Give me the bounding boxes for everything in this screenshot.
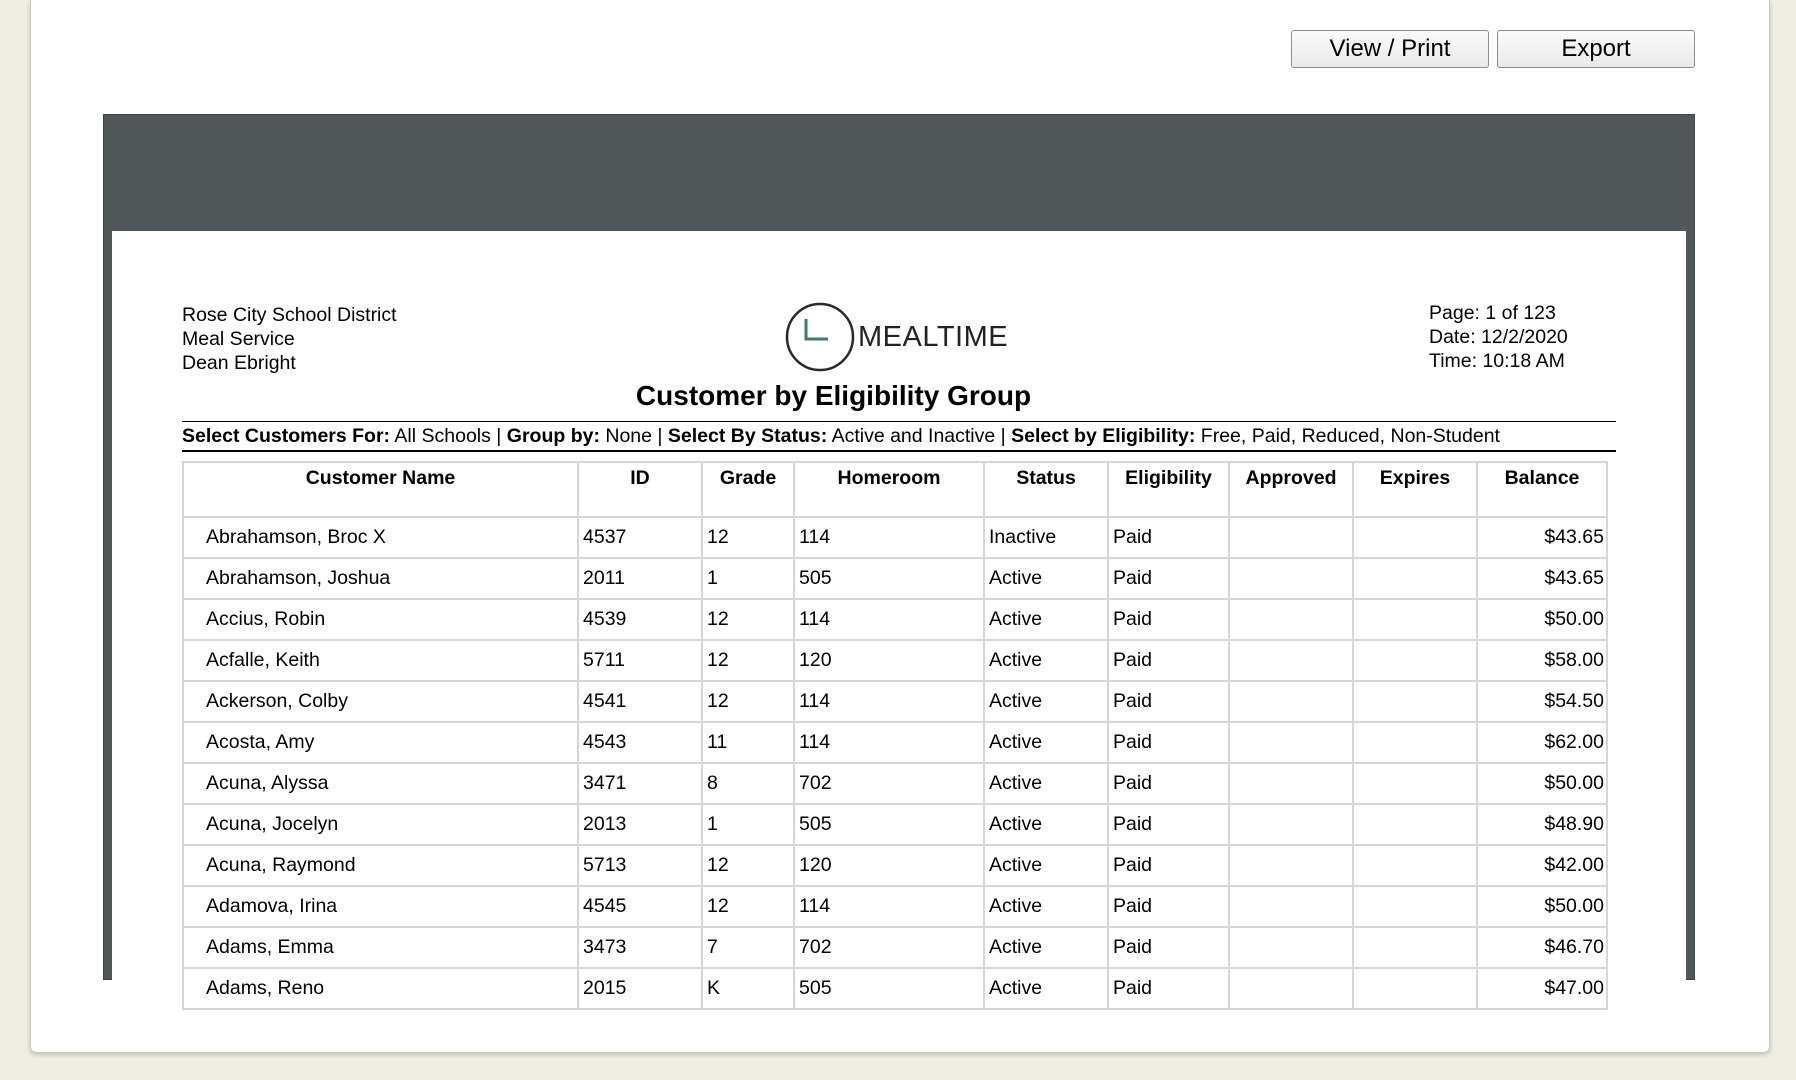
cell-approved (1229, 845, 1353, 886)
cell-balance: $50.00 (1477, 886, 1607, 927)
cell-homeroom: 114 (794, 599, 984, 640)
user-name: Dean Ebright (182, 352, 296, 374)
filter-status-label: Select By Status: (667, 425, 828, 447)
table-row (183, 599, 1607, 640)
cell-status: Active (984, 599, 1108, 640)
cell-grade: 8 (702, 763, 794, 804)
column-header: Approved (1229, 462, 1353, 517)
cell-grade: 12 (702, 886, 794, 927)
column-header: Grade (702, 462, 794, 517)
cell-eligibility: Paid (1108, 558, 1229, 599)
cell-approved (1229, 517, 1353, 558)
table-row (183, 681, 1607, 722)
cell-eligibility: Paid (1108, 722, 1229, 763)
cell-customer-name: Accius, Robin (183, 599, 578, 640)
cell-status: Active (984, 763, 1108, 804)
cell-id: 4539 (578, 599, 702, 640)
column-header: Customer Name (183, 462, 578, 517)
filter-summary (182, 421, 1616, 452)
cell-customer-name: Abrahamson, Joshua (183, 558, 578, 599)
cell-approved (1229, 722, 1353, 763)
cell-customer-name: Acuna, Alyssa (183, 763, 578, 804)
cell-eligibility: Paid (1108, 763, 1229, 804)
cell-homeroom: 505 (794, 558, 984, 599)
cell-expires (1353, 927, 1477, 968)
cell-homeroom: 702 (794, 763, 984, 804)
report-page (112, 231, 1686, 1031)
cell-grade: 7 (702, 927, 794, 968)
report-title: Customer by Eligibility Group (635, 380, 1032, 411)
cell-homeroom: 114 (794, 517, 984, 558)
table-row (183, 804, 1607, 845)
cell-eligibility: Paid (1108, 640, 1229, 681)
cell-expires (1353, 558, 1477, 599)
cell-id: 2011 (578, 558, 702, 599)
cell-balance: $62.00 (1477, 722, 1607, 763)
cell-expires (1353, 968, 1477, 1009)
filter-customers-value: All Schools (394, 425, 491, 447)
cell-customer-name: Acosta, Amy (183, 722, 578, 763)
cell-homeroom: 114 (794, 886, 984, 927)
organization-info (182, 303, 397, 375)
cell-approved (1229, 927, 1353, 968)
report-panel (30, 0, 1770, 1053)
report-date: Date: 12/2/2020 (1429, 326, 1568, 348)
cell-expires (1353, 681, 1477, 722)
column-header: Homeroom (794, 462, 984, 517)
cell-eligibility: Paid (1108, 886, 1229, 927)
cell-expires (1353, 640, 1477, 681)
cell-customer-name: Ackerson, Colby (183, 681, 578, 722)
cell-approved (1229, 599, 1353, 640)
cell-customer-name: Acfalle, Keith (183, 640, 578, 681)
cell-expires (1353, 722, 1477, 763)
cell-balance: $43.65 (1477, 517, 1607, 558)
cell-grade: 12 (702, 681, 794, 722)
cell-balance: $50.00 (1477, 599, 1607, 640)
cell-expires (1353, 804, 1477, 845)
report-time: Time: 10:18 AM (1429, 350, 1565, 372)
table-row (183, 722, 1607, 763)
cell-id: 5713 (578, 845, 702, 886)
cell-id: 3473 (578, 927, 702, 968)
page-number: Page: 1 of 123 (1429, 302, 1556, 324)
filter-customers-label: Select Customers For: (182, 425, 391, 447)
district-name: Rose City School District (182, 304, 397, 326)
cell-eligibility: Paid (1108, 681, 1229, 722)
table-row (183, 927, 1607, 968)
cell-homeroom: 505 (794, 968, 984, 1009)
report-viewer[interactable] (103, 114, 1695, 999)
cell-status: Inactive (984, 517, 1108, 558)
filter-group-value: None (605, 425, 652, 447)
cell-balance: $42.00 (1477, 845, 1607, 886)
cell-homeroom: 114 (794, 681, 984, 722)
cell-customer-name: Abrahamson, Broc X (183, 517, 578, 558)
column-header: Expires (1353, 462, 1477, 517)
cell-eligibility: Paid (1108, 845, 1229, 886)
cell-id: 5711 (578, 640, 702, 681)
cell-status: Active (984, 640, 1108, 681)
cell-homeroom: 505 (794, 804, 984, 845)
cell-balance: $54.50 (1477, 681, 1607, 722)
cell-id: 2013 (578, 804, 702, 845)
table-row (183, 558, 1607, 599)
cell-approved (1229, 886, 1353, 927)
column-header: Balance (1477, 462, 1607, 517)
cell-grade: 12 (702, 517, 794, 558)
filter-separator: | (490, 425, 507, 447)
cell-homeroom: 120 (794, 640, 984, 681)
cell-balance: $48.90 (1477, 804, 1607, 845)
cell-approved (1229, 640, 1353, 681)
cell-customer-name: Acuna, Jocelyn (183, 804, 578, 845)
cell-id: 4545 (578, 886, 702, 927)
filter-eligibility-label: Select by Eligibility: (1011, 425, 1196, 447)
column-header: Status (984, 462, 1108, 517)
table-row (183, 640, 1607, 681)
filter-status-value: Active and Inactive (831, 425, 996, 447)
department-name: Meal Service (182, 328, 295, 350)
customer-table (182, 461, 1608, 1010)
cell-approved (1229, 763, 1353, 804)
filter-eligibility-value: Free, Paid, Reduced, Non-Student (1200, 425, 1500, 447)
cell-status: Active (984, 681, 1108, 722)
cell-status: Active (984, 845, 1108, 886)
mealtime-logo (784, 301, 1008, 373)
cell-grade: 1 (702, 558, 794, 599)
cell-grade: 1 (702, 804, 794, 845)
filter-separator: | (652, 425, 668, 447)
cell-approved (1229, 968, 1353, 1009)
table-row (183, 968, 1607, 1009)
cell-balance: $58.00 (1477, 640, 1607, 681)
cell-id: 4543 (578, 722, 702, 763)
cell-id: 3471 (578, 763, 702, 804)
cell-status: Active (984, 804, 1108, 845)
table-row (183, 517, 1607, 558)
cell-status: Active (984, 722, 1108, 763)
column-header: Eligibility (1108, 462, 1229, 517)
cell-homeroom: 120 (794, 845, 984, 886)
cell-balance: $43.65 (1477, 558, 1607, 599)
cell-homeroom: 702 (794, 927, 984, 968)
cell-eligibility: Paid (1108, 804, 1229, 845)
cell-expires (1353, 886, 1477, 927)
page-meta (1429, 301, 1568, 373)
cell-id: 2015 (578, 968, 702, 1009)
cell-customer-name: Adamova, Irina (183, 886, 578, 927)
cell-customer-name: Adams, Reno (183, 968, 578, 1009)
view-print-button[interactable]: View / Print (1291, 30, 1489, 68)
cell-customer-name: Adams, Emma (183, 927, 578, 968)
cell-id: 4541 (578, 681, 702, 722)
cell-status: Active (984, 927, 1108, 968)
cell-status: Active (984, 886, 1108, 927)
cell-status: Active (984, 968, 1108, 1009)
cell-balance: $46.70 (1477, 927, 1607, 968)
cell-grade: 11 (702, 722, 794, 763)
cell-eligibility: Paid (1108, 517, 1229, 558)
filter-separator: | (995, 425, 1012, 447)
cell-eligibility: Paid (1108, 599, 1229, 640)
cell-expires (1353, 599, 1477, 640)
cell-approved (1229, 558, 1353, 599)
cell-expires (1353, 845, 1477, 886)
cell-eligibility: Paid (1108, 927, 1229, 968)
logo-text: MEALTIME (858, 320, 1009, 353)
cell-grade: 12 (702, 599, 794, 640)
cell-eligibility: Paid (1108, 968, 1229, 1009)
cell-grade: 12 (702, 845, 794, 886)
table-row (183, 763, 1607, 804)
cell-status: Active (984, 558, 1108, 599)
cell-expires (1353, 763, 1477, 804)
cell-homeroom: 114 (794, 722, 984, 763)
filter-group-label: Group by: (506, 425, 600, 447)
cell-balance: $47.00 (1477, 968, 1607, 1009)
table-row (183, 845, 1607, 886)
cell-approved (1229, 681, 1353, 722)
export-button[interactable]: Export (1497, 30, 1695, 68)
cell-expires (1353, 517, 1477, 558)
table-header-row (183, 462, 1607, 517)
cell-balance: $50.00 (1477, 763, 1607, 804)
cell-grade: 12 (702, 640, 794, 681)
cell-grade: K (702, 968, 794, 1009)
clock-icon (784, 301, 856, 373)
cell-customer-name: Acuna, Raymond (183, 845, 578, 886)
table-row (183, 886, 1607, 927)
cell-approved (1229, 804, 1353, 845)
column-header: ID (578, 462, 702, 517)
cell-id: 4537 (578, 517, 702, 558)
